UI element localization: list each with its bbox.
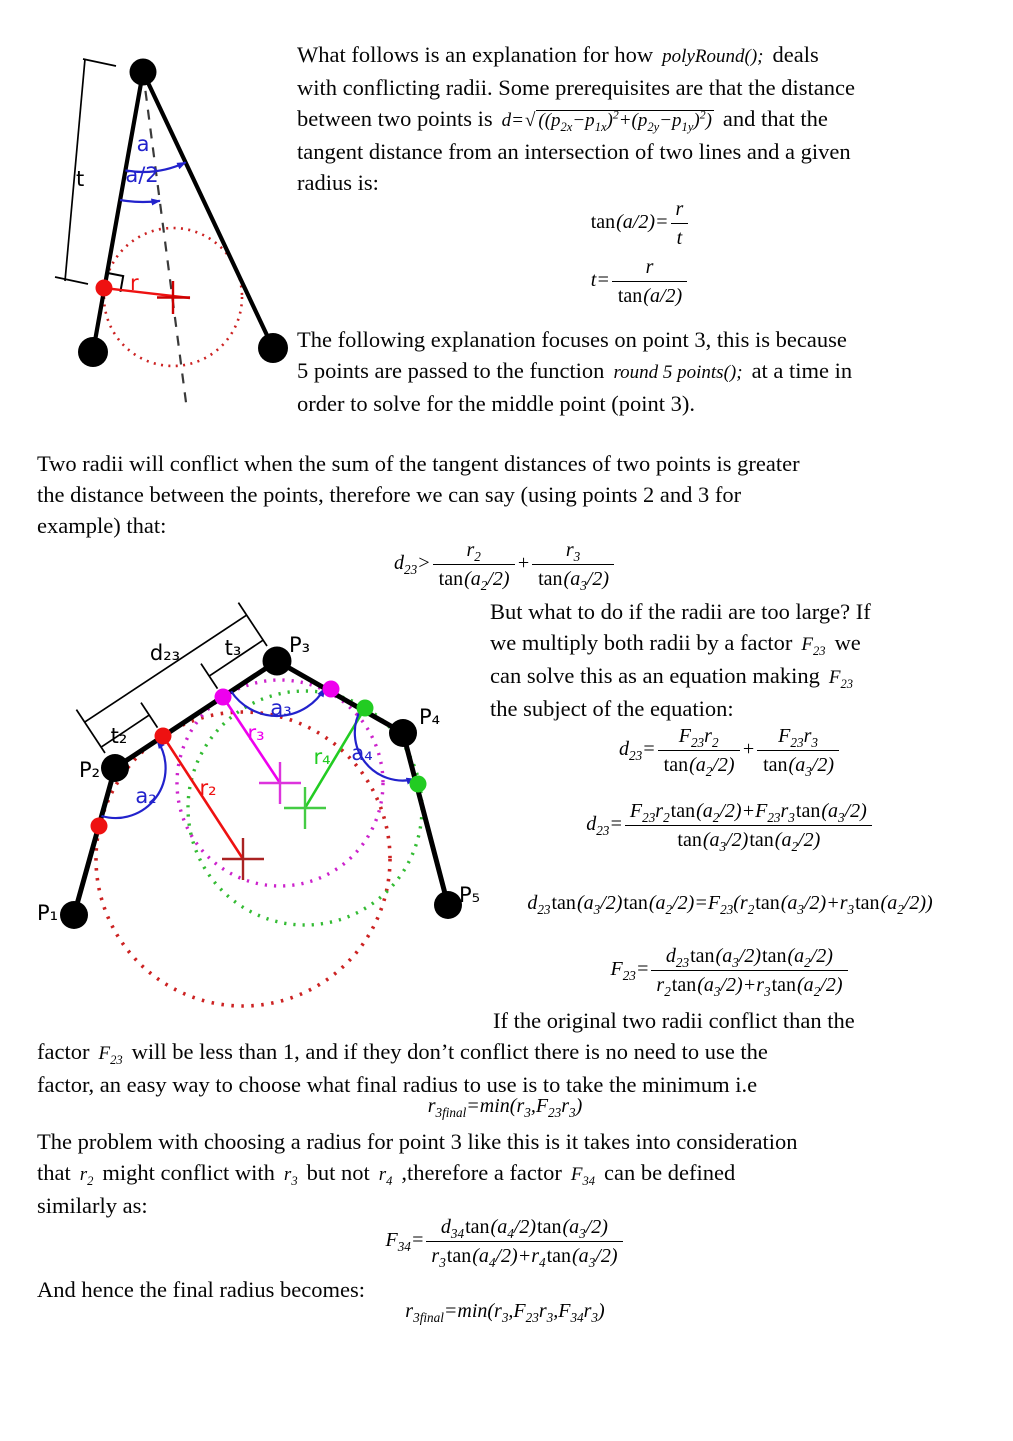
formula-d23-single-fraction: $d_{23}=$ $\frac{F_{23}r_2\tan(a_2/2)+F_{23}r_3\tan(a_3/2)}{\tan(a_3/2)\tan(a_2/2)}$ <box>465 799 995 852</box>
paragraph-minimum <box>37 1005 855 1100</box>
t-label: t <box>76 167 85 191</box>
r4-tangent-dot-lower <box>410 776 427 793</box>
tangent-distance-diagram <box>30 38 302 430</box>
p1-label: P₁ <box>37 901 59 925</box>
bottom-right-vertex-dot <box>258 333 288 363</box>
formula-block-f34 <box>300 1215 710 1268</box>
text-run: but not <box>306 1160 370 1185</box>
p4-dot <box>389 719 417 747</box>
text-run: But what to do if the radii are too large? If <box>490 599 871 624</box>
text-run: can solve this as an equation making <box>490 663 820 688</box>
bottom-left-vertex-dot <box>78 337 108 367</box>
vertex-dots <box>60 647 462 930</box>
a-label: a <box>136 132 150 156</box>
text-run: example) that: <box>37 513 167 538</box>
inline-formula-f23: $F_{23}$ <box>801 634 826 658</box>
tangent-point-dot <box>96 280 113 297</box>
formula-r3final-three-terms: $r_{3final}=\min(r_3,F_{23}r_3,F_{34}r_3)$ <box>405 1300 605 1325</box>
inline-formula-f23: $F_{23}$ <box>828 667 854 691</box>
formula-t-equals: t= $\frac{r}{\tan(a/2)}$ <box>470 255 810 308</box>
r4-label: r₄ <box>313 745 331 769</box>
paragraph-intro <box>297 39 855 198</box>
d23-label: d₂₃ <box>149 641 181 665</box>
text-run: 5 points are passed to the function <box>297 358 605 383</box>
text-run: ,therefore a factor <box>401 1160 562 1185</box>
r3-tangent-dot-right <box>323 681 340 698</box>
a3-label: a₃ <box>270 696 292 720</box>
center-crosses <box>222 762 326 880</box>
formula-d23-with-factor: $d_{23}=$ $\frac{F_{23}r_2}{\tan(a_2/2)}$ + $\frac{F_{23}r_3}{\tan(a_3/2)}$ <box>490 724 970 777</box>
p3-label: P₃ <box>289 633 311 657</box>
text-run: tangent distance from an intersection of two lines and a given <box>297 139 851 164</box>
vertex-dots <box>78 59 288 368</box>
formula-block-d23-factored <box>490 724 970 777</box>
a2-label: a₂ <box>135 784 157 808</box>
text-run: will be less than 1, and if they don’t conflict there is no need to use the <box>131 1039 768 1064</box>
formula-f23-solved: $F_{23}=$ $\frac{d_{23}\tan(a_3/2)\tan(a_2/2)}{r_2\tan(a_3/2)+r_3\tan(a_2/2)}$ <box>490 944 970 997</box>
r4-center-cross <box>284 787 326 829</box>
text-run: Two radii will conflict when the sum of the tangent distances of two points is greater <box>37 451 800 476</box>
formula-block-conflict <box>300 538 710 591</box>
inline-formula-r3: $r_3$ <box>283 1164 298 1188</box>
text-run: What follows is an explanation for how <box>297 42 654 67</box>
r-label: r <box>130 271 139 295</box>
formula-d23-inequality: $d_{23}>$ $\frac{r_2}{\tan(a_2/2)}$ + $\frac{r_3}{\tan(a_3/2)}$ <box>300 538 710 591</box>
formula-d23-rearranged: $d_{23}\tan(a_3/2)\tan(a_2/2)=F_{23}(r_2\tan(a_3/2)+r_3\tan(a_2/2))$ <box>527 892 933 917</box>
text-run: If the original two radii conflict than the <box>493 1008 855 1033</box>
t2-tick <box>141 703 158 728</box>
p4-label: P₄ <box>419 705 441 729</box>
p2-dot <box>101 754 129 782</box>
p5-dot <box>434 891 462 919</box>
formula-block-rearranged <box>465 891 995 915</box>
formula-block-r3final-min <box>300 1094 710 1118</box>
text-run: The following explanation focuses on point 3, this is because <box>297 327 847 352</box>
r2-label: r₂ <box>199 776 217 800</box>
inline-formula-r4: $r_4$ <box>378 1164 393 1188</box>
r3-center-cross <box>259 762 301 804</box>
formula-block-f23 <box>490 944 970 997</box>
r3-label: r₃ <box>247 721 265 745</box>
t3-label: t₃ <box>224 636 242 660</box>
text-run: and that the <box>722 106 828 131</box>
top-vertex-dot <box>130 59 157 86</box>
r2-tangent-dot-lower <box>91 818 108 835</box>
inline-formula-distance: d=√ $((p_{2x}-p_{1x})^2+(p_{2y}-p_{1y})^2)$ <box>501 108 712 134</box>
formula-f34: $F_{34}=$ $\frac{d_{34}\tan(a_4/2)\tan(a_3/2)}{r_3\tan(a_4/2)+r_4\tan(a_3/2)}$ <box>300 1215 710 1268</box>
text-run: can be defined <box>604 1160 736 1185</box>
r4-tangent-dot-upper <box>357 700 374 717</box>
text-run: factor, an easy way to choose what final radius to use is to take the minimum i.e <box>37 1072 758 1097</box>
p3-dot <box>263 647 292 676</box>
inline-formula-f34: $F_{34}$ <box>570 1164 596 1188</box>
p1-dot <box>60 901 88 929</box>
text-run: The problem with choosing a radius for point 3 like this is it takes into consideration <box>37 1129 798 1154</box>
text-run: between two points is <box>297 106 493 131</box>
polyline-edges <box>93 72 273 352</box>
paragraph-problem <box>37 1126 798 1221</box>
text-run: we multiply both radii by a factor <box>490 630 793 655</box>
left-end-tick <box>76 710 105 753</box>
text-run: similarly as: <box>37 1193 148 1218</box>
p5-label: P₅ <box>459 883 481 907</box>
inline-formula-polyround: polyRound(); <box>662 46 764 67</box>
formula-block-final <box>300 1299 710 1323</box>
angle-a-half-arc <box>120 200 160 202</box>
text-run: factor <box>37 1039 90 1064</box>
text-run: with conflicting radii. Some prerequisites are that the distance <box>297 75 855 100</box>
text-run: the distance between the points, therefore we can say (using points 2 and 3 for <box>37 482 742 507</box>
text-run: might conflict with <box>102 1160 275 1185</box>
formula-block-tangent <box>470 197 810 308</box>
inline-formula-round5points: round 5 points(); <box>613 362 743 383</box>
t2-label: t₂ <box>110 724 128 748</box>
p2-label: P₂ <box>79 758 101 782</box>
formula-tan-half: tan(a/2)= $\frac{r}{t}$ <box>470 197 810 250</box>
r3-tangent-dot-left <box>215 689 232 706</box>
r2-tangent-dot-upper <box>155 728 172 745</box>
inline-formula-f23: $F_{23}$ <box>98 1043 123 1067</box>
conflicting-radii-diagram <box>25 593 507 1041</box>
text-run: And hence the final radius becomes: <box>37 1277 366 1302</box>
text-run: the subject of the equation: <box>490 696 734 721</box>
radius-line-group <box>104 281 190 314</box>
paragraph-factor <box>490 596 871 724</box>
formula-block-d23-combined <box>465 799 995 852</box>
t-dimension-lines <box>55 59 116 284</box>
t3-tick <box>201 664 218 689</box>
inline-formula-r2: $r_2$ <box>79 1164 94 1188</box>
paragraph-conflict <box>37 448 800 541</box>
paragraph-focus <box>297 324 852 419</box>
d23-dimension-line <box>85 615 247 722</box>
a4-label: a₄ <box>351 741 373 765</box>
a-half-label: a/2 <box>125 163 159 187</box>
text-run: radius is: <box>297 170 379 195</box>
text-run: at a time in <box>751 358 853 383</box>
text-run: deals <box>772 42 819 67</box>
r2-center-cross <box>222 838 264 880</box>
text-run: order to solve for the middle point (point 3). <box>297 391 696 416</box>
text-run: we <box>834 630 861 655</box>
text-run: that <box>37 1160 71 1185</box>
formula-r3final-two-terms: $r_{3final}=\min(r_3,F_{23}r_3)$ <box>427 1095 583 1120</box>
